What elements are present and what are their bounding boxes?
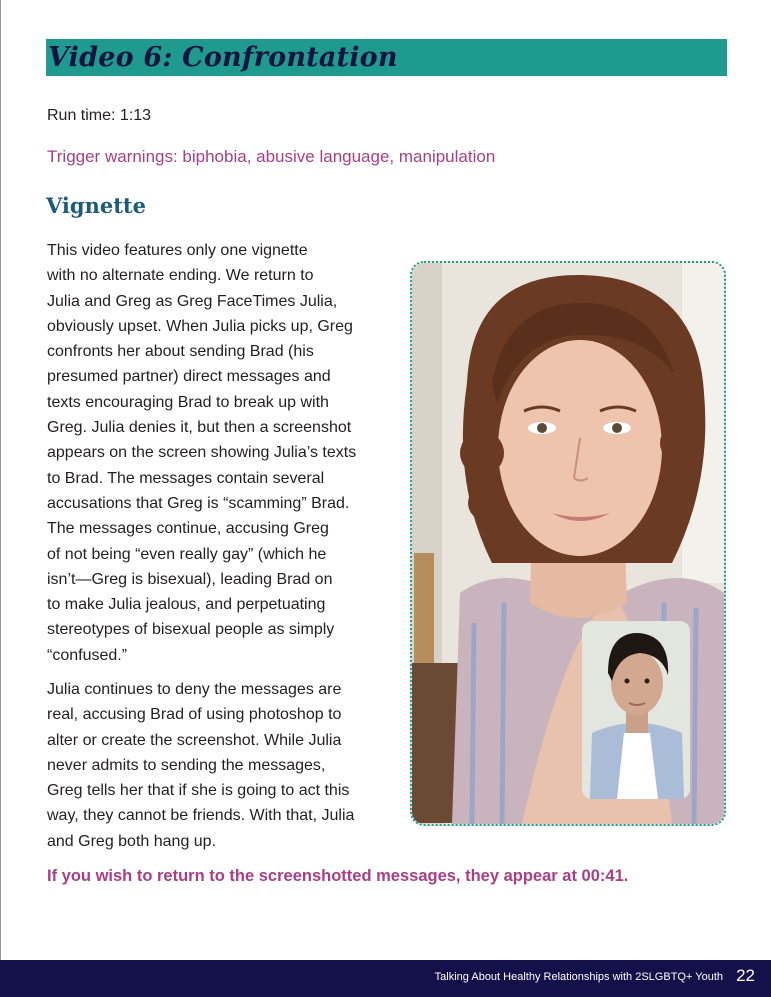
text-line: texts encouraging Brad to break up with: [47, 393, 329, 411]
page-number: 22: [736, 966, 755, 985]
video-call-illustration: [412, 263, 724, 824]
section-heading: Vignette: [46, 193, 146, 218]
text-line: “confused.”: [47, 646, 128, 664]
text-line: Julia continues to deny the messages are: [47, 681, 342, 698]
page-footer: [0, 960, 771, 997]
text-line: Greg. Julia denies it, but then a screenshot: [47, 419, 352, 437]
text-line: real, accusing Brad of using photoshop to: [47, 706, 342, 724]
text-line: of not being “even really gay” (which he: [47, 545, 327, 563]
video-call-photo: [410, 261, 726, 826]
run-time: Run time: 1:13: [47, 107, 152, 124]
text-line: obviously upset. When Julia picks up, Greg: [47, 317, 353, 335]
text-line: Julia and Greg as Greg FaceTimes Julia,: [47, 292, 338, 310]
page-title: Video 6: Confrontation: [48, 42, 398, 73]
title-banner: [46, 39, 727, 76]
trigger-warnings: Trigger warnings: biphobia, abusive language, manipulation: [47, 147, 496, 166]
text-line: with no alternate ending. We return to: [47, 267, 314, 285]
paragraph-1: [47, 238, 392, 668]
text-line: alter or create the screenshot. While Julia: [47, 731, 342, 749]
text-line: isn’t—Greg is bisexual), leading Brad on: [47, 570, 333, 588]
text-line: way, they cannot be friends. With that, Julia: [47, 807, 355, 825]
text-line: never admits to sending the messages,: [47, 756, 326, 774]
text-line: accusations that Greg is “scamming” Brad.: [47, 494, 350, 512]
text-line: The messages continue, accusing Greg: [47, 520, 329, 538]
closing-note: If you wish to return to the screenshotted messages, they appear at 00:41.: [47, 867, 629, 885]
text-line: appears on the screen showing Julia’s texts: [47, 444, 357, 462]
page-edge-rule: [0, 0, 1, 997]
paragraph-2: [47, 677, 392, 854]
text-line: presumed partner) direct messages and: [47, 368, 331, 386]
text-line: to Brad. The messages contain several: [47, 469, 325, 487]
text-line: This video features only one vignette: [47, 242, 308, 259]
text-line: confronts her about sending Brad (his: [47, 343, 314, 361]
text-line: Greg tells her that if she is going to act this: [47, 782, 350, 800]
text-line: to make Julia jealous, and perpetuating: [47, 596, 326, 614]
text-line: stereotypes of bisexual people as simply: [47, 621, 335, 639]
text-line: and Greg both hang up.: [47, 832, 217, 850]
footer-text: Talking About Healthy Relationships with 2SLGBTQ+ Youth: [434, 971, 723, 983]
